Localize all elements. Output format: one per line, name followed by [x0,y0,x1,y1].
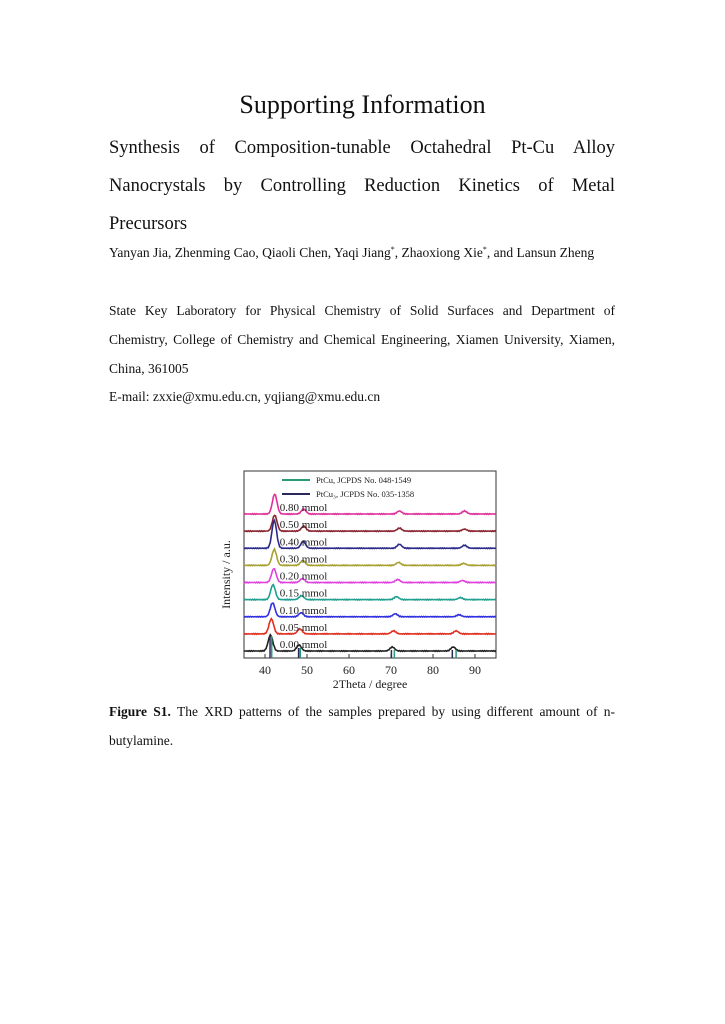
author-name: , and Lansun Zheng [486,245,595,260]
series-label: 0.10 mmol [279,604,328,617]
caption-label: Figure S1. [109,704,171,719]
xrd-chart [214,466,514,696]
series-label: 0.40 mmol [279,536,328,549]
corresponding-mark: * [390,245,395,254]
x-tick-label: 80 [427,663,439,677]
author-name: Yaqi Jiang [334,245,391,260]
y-axis-label: Intensity / a.u. [219,540,233,609]
author-name: Zhenming Cao, [174,245,263,260]
x-tick-label: 50 [301,663,313,677]
x-axis-label: 2Theta / degree [332,677,408,691]
series-label: 0.30 mmol [279,553,328,566]
series-label: 0.00 mmol [279,639,328,651]
legend-label: PtCu₃, JCPDS No. 035-1358 [316,489,415,499]
paper-subtitle: Synthesis of Composition-tunable Octahedral Pt-Cu Alloy Nanocrystals by Controlling Reduction Kinetics of Metal Precursors [109,138,615,234]
series-label: 0.05 mmol [279,621,328,634]
x-tick-label: 90 [469,663,481,677]
xrd-figure [214,466,514,696]
x-tick-label: 70 [385,663,397,677]
series-label: 0.50 mmol [279,519,328,532]
author-name: Yanyan Jia, [109,245,175,260]
corresponding-mark: * [482,245,487,254]
series-label: 0.20 mmol [279,570,328,583]
author-name: , Zhaoxiong Xie [394,245,483,260]
caption-text: The XRD patterns of the samples prepared by using different amount of n-butylamine. [109,704,615,748]
author-name: Qiaoli Chen, [262,245,335,260]
affiliation: State Key Laboratory for Physical Chemistry of Solid Surfaces and Department of Chemistry, College of Chemistry and Chemical Engineering, Xiamen University, Xiamen, China, 361005 [109,303,615,376]
page-title: Supporting Information [239,90,486,119]
series-label: 0.80 mmol [279,502,328,514]
figure-caption [109,697,615,755]
series-label: 0.15 mmol [279,587,328,600]
x-tick-label: 60 [343,663,355,677]
x-tick-label: 40 [259,663,271,677]
email-line: E-mail: zxxie@xmu.edu.cn, yqjiang@xmu.edu.cn [109,389,381,404]
legend-label: PtCu, JCPDS No. 048-1549 [316,475,412,485]
author-list [109,238,615,267]
